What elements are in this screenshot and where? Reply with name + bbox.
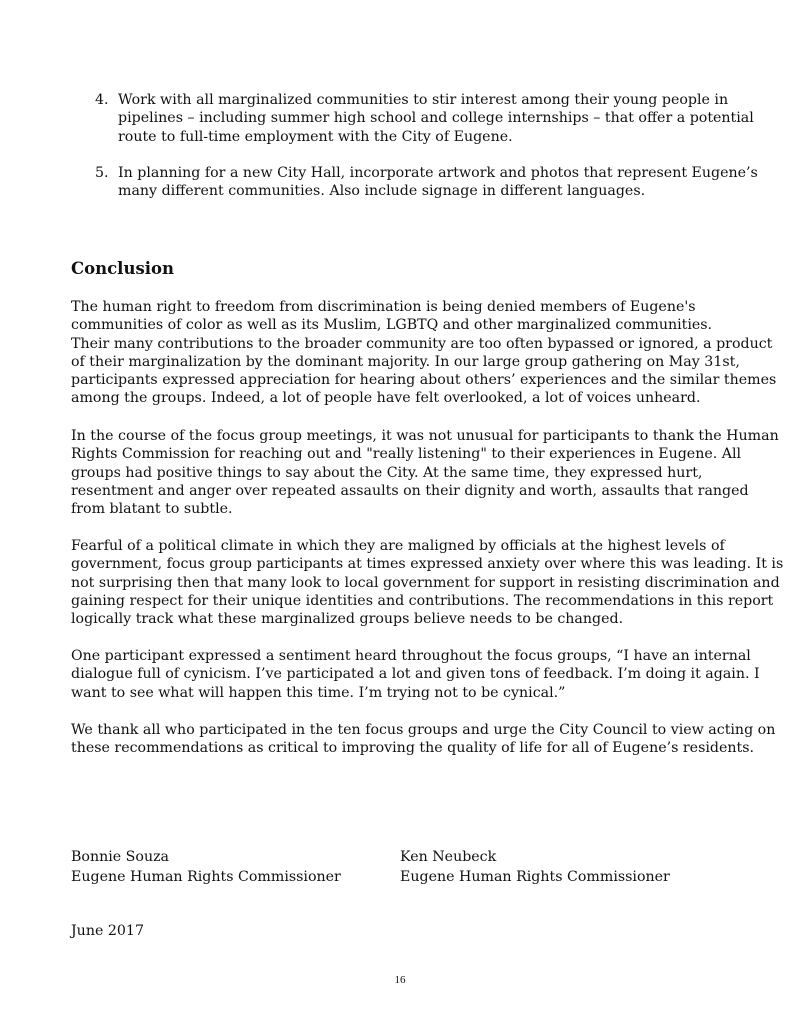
- recommendation-item-5: [95, 164, 758, 201]
- list-item-text: [118, 164, 758, 201]
- text-line: Work with all marginalized communities to stir interest among their young people in: [118, 92, 729, 108]
- text-line: dialogue full of cynicism. I’ve participated a lot and given tons of feedback. I’m doing it again. I: [71, 666, 760, 683]
- list-number: 4.: [95, 92, 109, 108]
- list-item-text: [118, 91, 754, 146]
- text-line: route to full-time employment with the City of Eugene.: [118, 128, 513, 145]
- text-line: One participant expressed a sentiment heard throughout the focus groups, “I have an internal: [71, 648, 751, 664]
- text-line: Fearful of a political climate in which they are maligned by officials at the highest levels of: [71, 538, 725, 554]
- text-line: not surprising then that many look to local government for support in resisting discrimination and: [71, 574, 780, 591]
- conclusion-paragraph-4: [71, 647, 760, 702]
- text-line: many different communities. Also include signage in different languages.: [118, 183, 646, 200]
- text-line: among the groups. Indeed, a lot of people have felt overlooked, a lot of voices unheard.: [71, 390, 701, 407]
- conclusion-paragraph-5: [71, 721, 776, 758]
- page-number: 16: [394, 974, 406, 986]
- conclusion-paragraph-1: [71, 298, 777, 408]
- text-line: In planning for a new City Hall, incorporate artwork and photos that represent Eugene’s: [118, 165, 758, 181]
- conclusion-paragraph-2: [71, 427, 779, 518]
- text-line: these recommendations as critical to improving the quality of life for all of Eugene’s residents.: [71, 740, 755, 757]
- signature-block-neubeck: [400, 848, 670, 887]
- conclusion-heading: Conclusion: [71, 259, 175, 278]
- text-line: communities of color as well as its Muslim, LGBTQ and other marginalized communities.: [71, 317, 713, 334]
- text-line: pipelines – including summer high school and college internships – that offer a potential: [118, 110, 754, 127]
- text-line: We thank all who participated in the ten focus groups and urge the City Council to view acting on: [71, 722, 776, 738]
- text-line: The human right to freedom from discrimination is being denied members of Eugene's: [71, 299, 696, 315]
- text-line: Their many contributions to the broader community are too often bypassed or ignored, a product: [71, 335, 773, 352]
- text-line: government, focus group participants at times expressed anxiety over where this was leading. It is: [71, 556, 784, 573]
- signatory-name: Ken Neubeck: [400, 849, 497, 865]
- text-line: In the course of the focus group meetings, it was not unusual for participants to thank the Human: [71, 428, 779, 444]
- signatory-name: Bonnie Souza: [71, 849, 170, 865]
- text-line: resentment and anger over repeated assaults on their dignity and worth, assaults that ranged: [71, 482, 749, 499]
- document-date: June 2017: [71, 923, 144, 939]
- list-number: 5.: [95, 165, 109, 181]
- text-line: from blatant to subtle.: [71, 501, 233, 518]
- conclusion-paragraph-3: [71, 537, 784, 628]
- text-line: groups had positive things to say about the City. At the same time, they expressed hurt,: [71, 464, 703, 481]
- signatory-title: Eugene Human Rights Commissioner: [400, 868, 670, 885]
- text-line: gaining respect for their unique identities and contributions. The recommendations in this report: [71, 592, 774, 609]
- text-line: participants expressed appreciation for hearing about others’ experiences and the similar themes: [71, 372, 777, 389]
- text-line: Rights Commission for reaching out and "really listening" to their experiences in Eugene. All: [71, 446, 742, 463]
- text-line: of their marginalization by the dominant majority. In our large group gathering on May 31st,: [71, 353, 740, 370]
- text-line: logically track what these marginalized groups believe needs to be changed.: [71, 611, 624, 628]
- signatory-title: Eugene Human Rights Commissioner: [71, 868, 341, 885]
- recommendation-item-4: [95, 91, 754, 146]
- signature-block-souza: [71, 848, 341, 887]
- text-line: want to see what will happen this time. I’m trying not to be cynical.”: [71, 684, 566, 701]
